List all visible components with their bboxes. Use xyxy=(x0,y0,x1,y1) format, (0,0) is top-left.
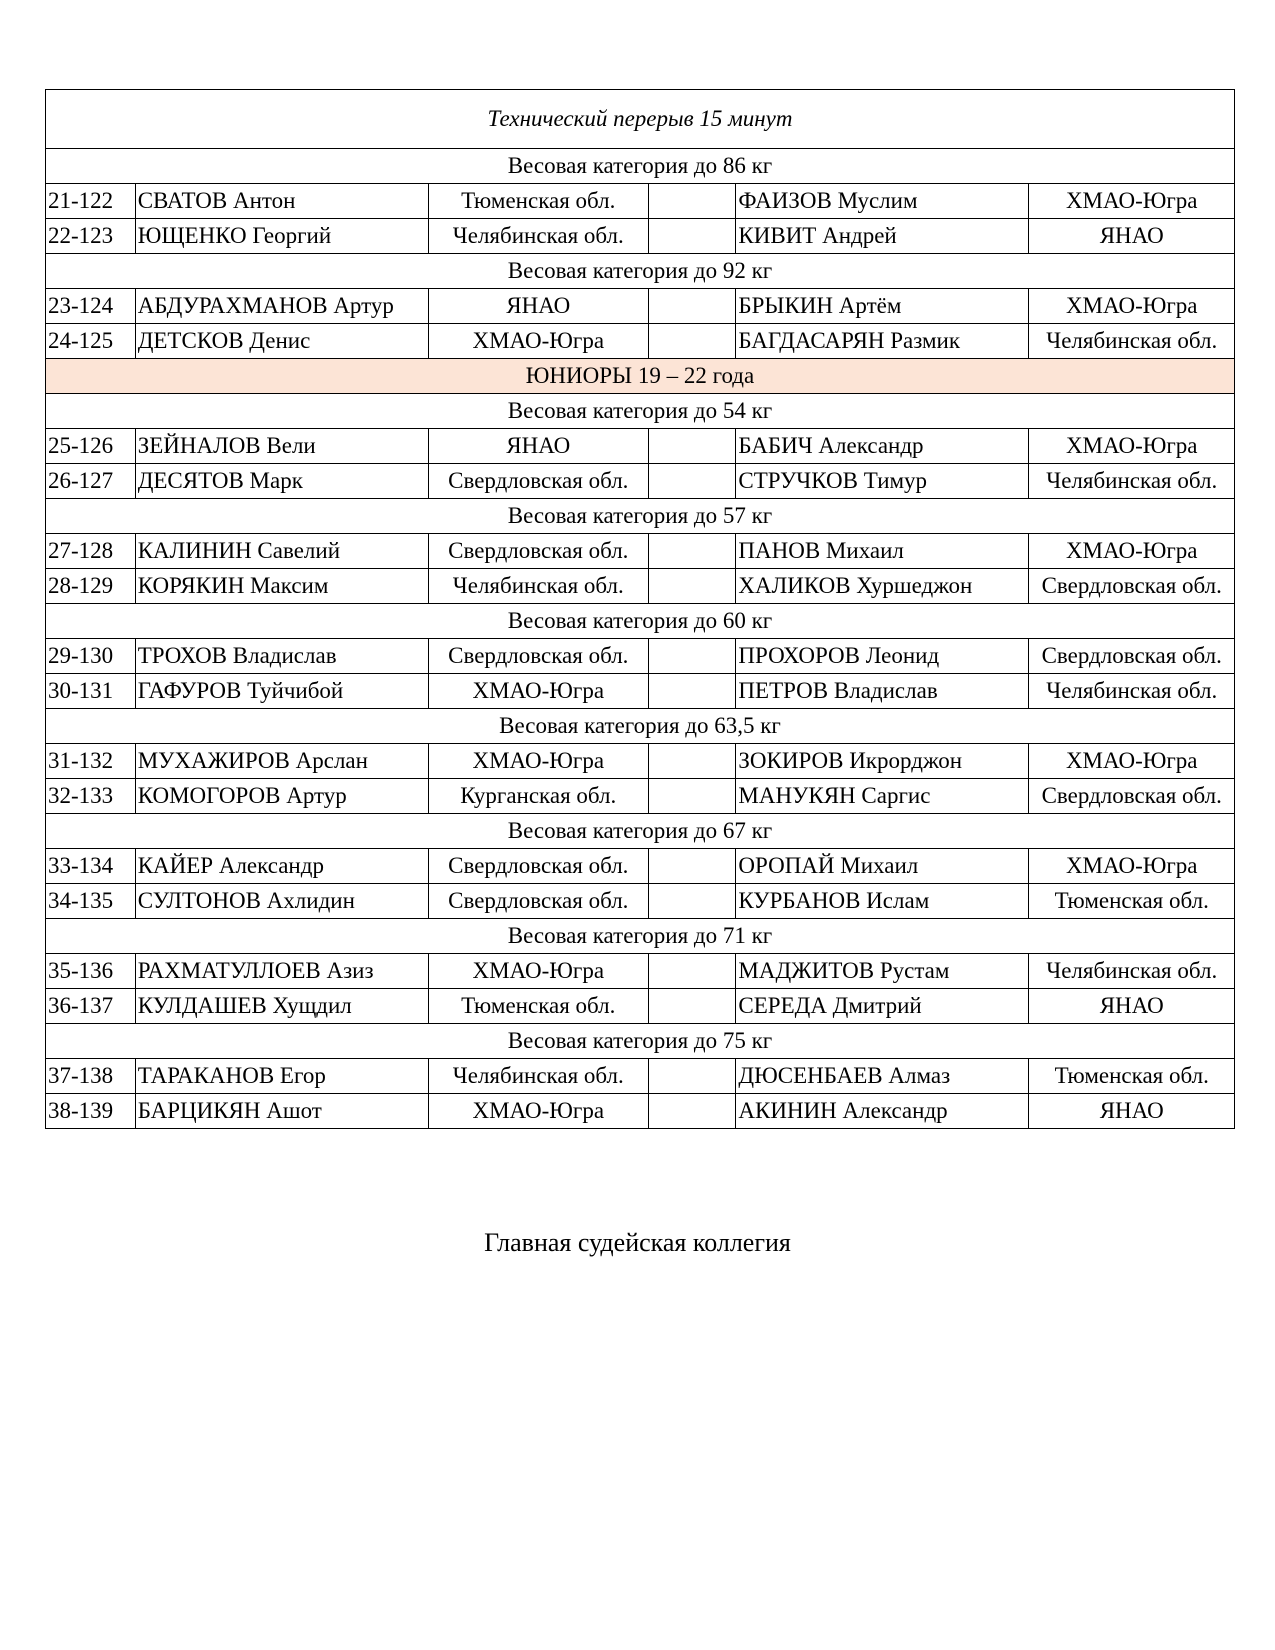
blue-corner-region: ЯНАО xyxy=(1029,1094,1235,1129)
result-cell xyxy=(648,744,736,779)
age-group-row xyxy=(46,359,1235,394)
blue-corner-name: ЗОКИРОВ Икрорджон xyxy=(736,744,1029,779)
red-corner-region: Челябинская обл. xyxy=(428,1059,648,1094)
blue-corner-name: ПРОХОРОВ Леонид xyxy=(736,639,1029,674)
blue-corner-name: СТРУЧКОВ Тимур xyxy=(736,464,1029,499)
blue-corner-name: МАДЖИТОВ Рустам xyxy=(736,954,1029,989)
blue-corner-name: СЕРЕДА Дмитрий xyxy=(736,989,1029,1024)
bout-row xyxy=(46,534,1235,569)
blue-corner-name: ОРОПАЙ Михаил xyxy=(736,849,1029,884)
weight-category-label: Весовая категория до 86 кг xyxy=(46,149,1235,184)
bout-row xyxy=(46,989,1235,1024)
red-corner-region: Челябинская обл. xyxy=(428,569,648,604)
red-corner-region: Свердловская обл. xyxy=(428,464,648,499)
bout-number: 32-133 xyxy=(46,779,136,814)
red-corner-name: СВАТОВ Антон xyxy=(135,184,428,219)
blue-corner-region: ХМАО-Югра xyxy=(1029,849,1235,884)
weight-category-label: Весовая категория до 67 кг xyxy=(46,814,1235,849)
red-corner-name: АБДУРАХМАНОВ Артур xyxy=(135,289,428,324)
result-cell xyxy=(648,569,736,604)
result-cell xyxy=(648,989,736,1024)
blue-corner-region: ХМАО-Югра xyxy=(1029,429,1235,464)
blue-corner-region: ЯНАО xyxy=(1029,989,1235,1024)
result-cell xyxy=(648,1059,736,1094)
bout-number: 29-130 xyxy=(46,639,136,674)
bout-number: 25-126 xyxy=(46,429,136,464)
result-cell xyxy=(648,674,736,709)
blue-corner-region: ХМАО-Югра xyxy=(1029,184,1235,219)
weight-category-label: Весовая категория до 57 кг xyxy=(46,499,1235,534)
blue-corner-name: КИВИТ Андрей xyxy=(736,219,1029,254)
result-cell xyxy=(648,849,736,884)
blue-corner-region: ЯНАО xyxy=(1029,219,1235,254)
weight-category-row xyxy=(46,254,1235,289)
result-cell xyxy=(648,464,736,499)
red-corner-region: Курганская обл. xyxy=(428,779,648,814)
result-cell xyxy=(648,219,736,254)
result-cell xyxy=(648,884,736,919)
weight-category-row xyxy=(46,814,1235,849)
red-corner-region: ХМАО-Югра xyxy=(428,1094,648,1129)
blue-corner-name: ПЕТРОВ Владислав xyxy=(736,674,1029,709)
bout-number: 22-123 xyxy=(46,219,136,254)
bout-row xyxy=(46,184,1235,219)
technical-break-label: Технический перерыв 15 минут xyxy=(46,90,1235,149)
red-corner-region: Свердловская обл. xyxy=(428,639,648,674)
bout-row xyxy=(46,639,1235,674)
bout-number: 26-127 xyxy=(46,464,136,499)
bout-number: 37-138 xyxy=(46,1059,136,1094)
red-corner-name: КАЛИНИН Савелий xyxy=(135,534,428,569)
red-corner-name: ТАРАКАНОВ Егор xyxy=(135,1059,428,1094)
blue-corner-name: ДЮСЕНБАЕВ Алмаз xyxy=(736,1059,1029,1094)
red-corner-name: КУЛДАШЕВ Хущдил xyxy=(135,989,428,1024)
red-corner-name: ЗЕЙНАЛОВ Вели xyxy=(135,429,428,464)
blue-corner-name: КУРБАНОВ Ислам xyxy=(736,884,1029,919)
red-corner-name: ЮЩЕНКО Георгий xyxy=(135,219,428,254)
red-corner-name: КОРЯКИН Максим xyxy=(135,569,428,604)
bout-number: 36-137 xyxy=(46,989,136,1024)
red-corner-name: ДЕСЯТОВ Марк xyxy=(135,464,428,499)
bout-number: 30-131 xyxy=(46,674,136,709)
result-cell xyxy=(648,429,736,464)
bout-row xyxy=(46,779,1235,814)
blue-corner-region: Тюменская обл. xyxy=(1029,884,1235,919)
weight-category-label: Весовая категория до 63,5 кг xyxy=(46,709,1235,744)
red-corner-region: ХМАО-Югра xyxy=(428,324,648,359)
result-cell xyxy=(648,534,736,569)
red-corner-name: СУЛТОНОВ Ахлидин xyxy=(135,884,428,919)
blue-corner-name: БАБИЧ Александр xyxy=(736,429,1029,464)
bout-row xyxy=(46,289,1235,324)
red-corner-region: Тюменская обл. xyxy=(428,184,648,219)
bout-number: 27-128 xyxy=(46,534,136,569)
bout-row xyxy=(46,1059,1235,1094)
weight-category-row xyxy=(46,149,1235,184)
weight-category-label: Весовая категория до 75 кг xyxy=(46,1024,1235,1059)
blue-corner-name: БРЫКИН Артём xyxy=(736,289,1029,324)
red-corner-region: ЯНАО xyxy=(428,289,648,324)
red-corner-name: ГАФУРОВ Туйчибой xyxy=(135,674,428,709)
red-corner-region: Свердловская обл. xyxy=(428,884,648,919)
blue-corner-region: ХМАО-Югра xyxy=(1029,289,1235,324)
result-cell xyxy=(648,779,736,814)
blue-corner-region: ХМАО-Югра xyxy=(1029,534,1235,569)
result-cell xyxy=(648,324,736,359)
bout-row xyxy=(46,324,1235,359)
bout-row xyxy=(46,429,1235,464)
weight-category-label: Весовая категория до 60 кг xyxy=(46,604,1235,639)
red-corner-name: МУХАЖИРОВ Арслан xyxy=(135,744,428,779)
blue-corner-region: Свердловская обл. xyxy=(1029,779,1235,814)
red-corner-region: Свердловская обл. xyxy=(428,849,648,884)
bout-number: 21-122 xyxy=(46,184,136,219)
weight-category-row xyxy=(46,499,1235,534)
bout-row xyxy=(46,219,1235,254)
bout-number: 33-134 xyxy=(46,849,136,884)
bout-row xyxy=(46,849,1235,884)
red-corner-region: ЯНАО xyxy=(428,429,648,464)
weight-category-row xyxy=(46,709,1235,744)
red-corner-region: Челябинская обл. xyxy=(428,219,648,254)
blue-corner-name: МАНУКЯН Саргис xyxy=(736,779,1029,814)
weight-category-row xyxy=(46,1024,1235,1059)
red-corner-name: ДЕТСКОВ Денис xyxy=(135,324,428,359)
red-corner-name: ТРОХОВ Владислав xyxy=(135,639,428,674)
result-cell xyxy=(648,184,736,219)
blue-corner-region: ХМАО-Югра xyxy=(1029,744,1235,779)
red-corner-region: ХМАО-Югра xyxy=(428,954,648,989)
weight-category-label: Весовая категория до 71 кг xyxy=(46,919,1235,954)
bracket-table xyxy=(45,89,1235,1129)
blue-corner-name: БАГДАСАРЯН Размик xyxy=(736,324,1029,359)
weight-category-row xyxy=(46,919,1235,954)
bout-number: 23-124 xyxy=(46,289,136,324)
bout-number: 35-136 xyxy=(46,954,136,989)
bracket-body xyxy=(46,90,1235,1129)
bout-row xyxy=(46,954,1235,989)
blue-corner-region: Тюменская обл. xyxy=(1029,1059,1235,1094)
bout-row xyxy=(46,569,1235,604)
result-cell xyxy=(648,954,736,989)
red-corner-region: ХМАО-Югра xyxy=(428,674,648,709)
bout-row xyxy=(46,1094,1235,1129)
bout-number: 38-139 xyxy=(46,1094,136,1129)
blue-corner-region: Челябинская обл. xyxy=(1029,674,1235,709)
blue-corner-region: Челябинская обл. xyxy=(1029,324,1235,359)
blue-corner-region: Челябинская обл. xyxy=(1029,464,1235,499)
red-corner-region: Свердловская обл. xyxy=(428,534,648,569)
blue-corner-name: ПАНОВ Михаил xyxy=(736,534,1029,569)
bout-row xyxy=(46,884,1235,919)
red-corner-name: БАРЦИКЯН Ашот xyxy=(135,1094,428,1129)
bout-row xyxy=(46,744,1235,779)
bout-number: 28-129 xyxy=(46,569,136,604)
result-cell xyxy=(648,1094,736,1129)
weight-category-row xyxy=(46,394,1235,429)
blue-corner-region: Челябинская обл. xyxy=(1029,954,1235,989)
weight-category-row xyxy=(46,604,1235,639)
bout-row xyxy=(46,464,1235,499)
weight-category-label: Весовая категория до 92 кг xyxy=(46,254,1235,289)
result-cell xyxy=(648,639,736,674)
red-corner-name: РАХМАТУЛЛОЕВ Азиз xyxy=(135,954,428,989)
blue-corner-region: Свердловская обл. xyxy=(1029,569,1235,604)
technical-break-row xyxy=(46,90,1235,149)
bout-number: 31-132 xyxy=(46,744,136,779)
result-cell xyxy=(648,289,736,324)
red-corner-name: КОМОГОРОВ Артур xyxy=(135,779,428,814)
bout-row xyxy=(46,674,1235,709)
weight-category-label: Весовая категория до 54 кг xyxy=(46,394,1235,429)
red-corner-region: Тюменская обл. xyxy=(428,989,648,1024)
blue-corner-name: ХАЛИКОВ Хуршеджон xyxy=(736,569,1029,604)
judging-panel-label: Главная судейская коллегия xyxy=(484,1228,791,1257)
bout-number: 24-125 xyxy=(46,324,136,359)
blue-corner-region: Свердловская обл. xyxy=(1029,639,1235,674)
blue-corner-name: АКИНИН Александр xyxy=(736,1094,1029,1129)
blue-corner-name: ФАИЗОВ Муслим xyxy=(736,184,1029,219)
age-group-label: ЮНИОРЫ 19 – 22 года xyxy=(46,359,1235,394)
bout-number: 34-135 xyxy=(46,884,136,919)
red-corner-name: КАЙЕР Александр xyxy=(135,849,428,884)
red-corner-region: ХМАО-Югра xyxy=(428,744,648,779)
